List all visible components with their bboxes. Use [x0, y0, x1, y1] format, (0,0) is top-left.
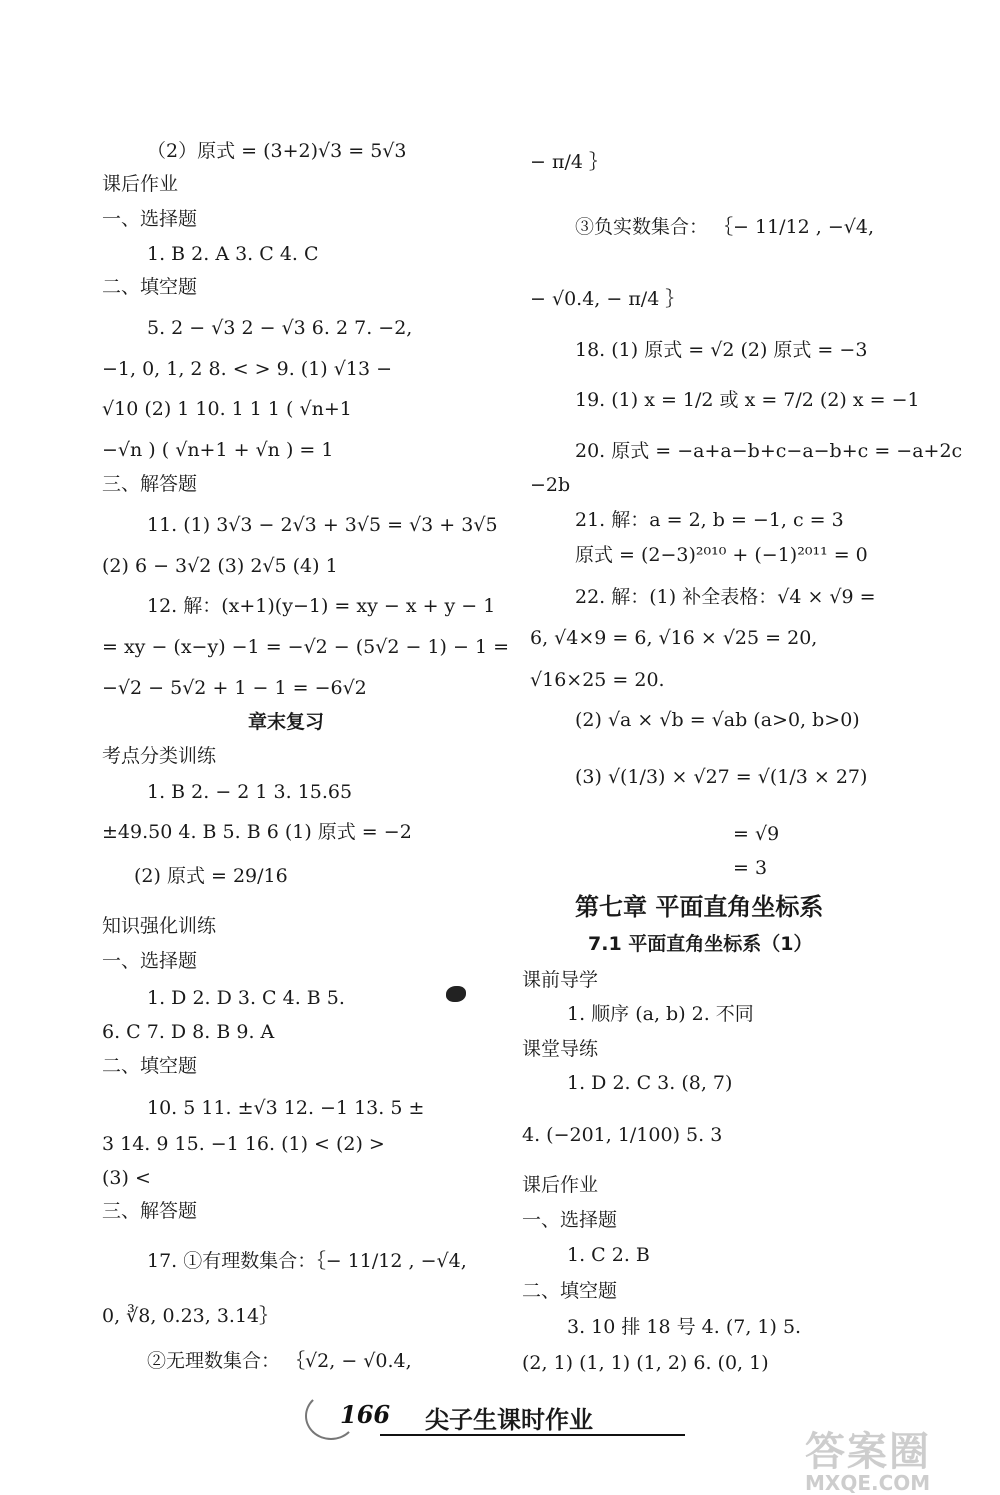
left-line: (3) <: [102, 1167, 151, 1189]
left-line: 10. 5 11. ±√3 12. −1 13. 5 ±: [147, 1097, 425, 1119]
right-line: 1. D 2. C 3. (8, 7): [567, 1072, 733, 1094]
left-line: 0, ∛8, 0.23, 3.14｝: [102, 1305, 279, 1327]
right-line: 第七章 平面直角坐标系: [575, 893, 824, 921]
left-line: 考点分类训练: [102, 745, 217, 767]
left-line: 课后作业: [102, 173, 179, 195]
left-line: 5. 2 − √3 2 − √3 6. 2 7. −2,: [147, 317, 413, 339]
right-line: 21. 解：a = 2, b = −1, c = 3: [575, 509, 844, 531]
page-number: 166: [340, 1400, 391, 1429]
left-line: −√n ) ( √n+1 + √n ) = 1: [102, 439, 334, 461]
right-line: √16×25 = 20.: [530, 669, 665, 691]
left-line: 1. B 2. A 3. C 4. C: [147, 243, 319, 265]
right-line: 6, √4×9 = 6, √16 × √25 = 20,: [530, 627, 818, 649]
ink-smudge: [446, 986, 466, 1002]
right-line: (2) √a × √b = √ab (a>0, b>0): [575, 709, 860, 731]
right-line: 7.1 平面直角坐标系（1）: [588, 933, 813, 955]
right-line: 课后作业: [522, 1174, 599, 1196]
left-line: = xy − (x−y) −1 = −√2 − (5√2 − 1) − 1 =: [102, 636, 510, 658]
right-line: 一、选择题: [522, 1209, 618, 1231]
left-line: 三、解答题: [102, 473, 198, 495]
left-line: 章末复习: [248, 711, 325, 733]
left-line: 知识强化训练: [102, 915, 217, 937]
right-line: − √0.4, − π/4 ｝: [530, 288, 685, 310]
right-line: 二、填空题: [522, 1280, 618, 1302]
left-line: 二、填空题: [102, 1055, 198, 1077]
footer-title: 尖子生课时作业: [425, 1406, 593, 1434]
right-line: ③负实数集合： ｛− 11/12 , −√4,: [575, 216, 875, 238]
left-line: 17. ①有理数集合：｛− 11/12 , −√4,: [147, 1250, 467, 1272]
right-line: 18. (1) 原式 = √2 (2) 原式 = −3: [575, 339, 868, 361]
right-line: 1. C 2. B: [567, 1244, 650, 1266]
left-line: (2) 6 − 3√2 (3) 2√5 (4) 1: [102, 555, 338, 577]
right-line: = 3: [733, 857, 768, 879]
left-line: 一、选择题: [102, 208, 198, 230]
left-line: 12. 解：(x+1)(y−1) = xy − x + y − 1: [147, 595, 496, 617]
right-line: −2b: [530, 474, 571, 496]
right-line: 课前导学: [522, 969, 599, 991]
left-line: ②无理数集合： ｛√2, − √0.4,: [147, 1350, 412, 1372]
right-line: 20. 原式 = −a+a−b+c−a−b+c = −a+2c: [575, 440, 963, 462]
left-line: 二、填空题: [102, 276, 198, 298]
left-line: 三、解答题: [102, 1200, 198, 1222]
watermark-logo: 答案圈: [805, 1429, 931, 1475]
right-line: 课堂导练: [522, 1038, 599, 1060]
left-line: 1. D 2. D 3. C 4. B 5.: [147, 987, 345, 1009]
right-line: 22. 解：(1) 补全表格：√4 × √9 =: [575, 586, 876, 608]
left-line: −√2 − 5√2 + 1 − 1 = −6√2: [102, 677, 367, 699]
left-line: 11. (1) 3√3 − 2√3 + 3√5 = √3 + 3√5: [147, 514, 498, 536]
footer-rule: [380, 1434, 685, 1436]
right-line: 原式 = (2−3)²⁰¹⁰ + (−1)²⁰¹¹ = 0: [575, 544, 868, 566]
right-line: 3. 10 排 18 号 4. (7, 1) 5.: [567, 1316, 802, 1338]
left-line: ±49.50 4. B 5. B 6 (1) 原式 = −2: [102, 821, 412, 843]
right-line: − π/4 ｝: [530, 151, 608, 173]
right-line: 4. (−201, 1/100) 5. 3: [522, 1124, 723, 1146]
watermark-url: MXQE.COM: [805, 1471, 931, 1495]
left-line: (2) 原式 = 29/16: [134, 865, 288, 887]
right-line: 1. 顺序 (a, b) 2. 不同: [567, 1003, 754, 1025]
left-line: （2）原式 = (3+2)√3 = 5√3: [147, 140, 407, 162]
left-line: −1, 0, 1, 2 8. < > 9. (1) √13 −: [102, 358, 393, 380]
right-line: (2, 1) (1, 1) (1, 2) 6. (0, 1): [522, 1352, 769, 1374]
left-line: √10 (2) 1 10. 1 1 1 ( √n+1: [102, 398, 352, 420]
right-line: (3) √(1/3) × √27 = √(1/3 × 27): [575, 766, 868, 788]
right-line: 19. (1) x = 1/2 或 x = 7/2 (2) x = −1: [575, 389, 920, 411]
left-line: 一、选择题: [102, 950, 198, 972]
left-line: 3 14. 9 15. −1 16. (1) < (2) >: [102, 1133, 385, 1155]
watermark: [805, 1420, 931, 1495]
left-line: 1. B 2. − 2 1 3. 15.65: [147, 781, 353, 803]
right-line: = √9: [733, 823, 780, 845]
left-line: 6. C 7. D 8. B 9. A: [102, 1021, 275, 1043]
